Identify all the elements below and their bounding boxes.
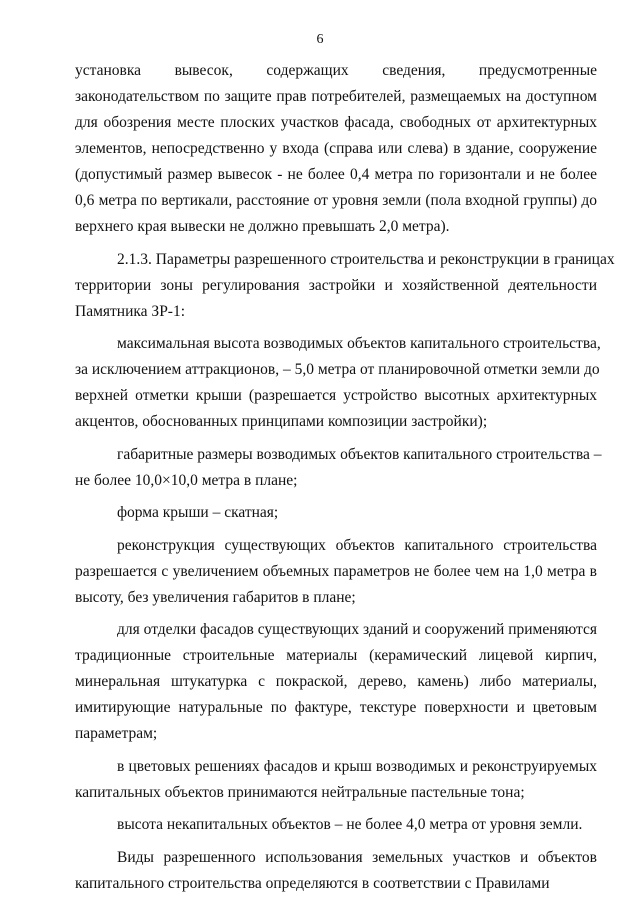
text-line: Памятника ЗР-1:: [75, 302, 186, 320]
text-line: имитирующие натуральные по фактуре, текстуре поверхности и цветовым: [75, 699, 597, 716]
text-line: для обозрения месте плоских участков фасада, свободных от архитектурных: [75, 114, 597, 131]
text-line: (допустимый размер вывесок - не более 0,4 метра по горизонтали и не более: [75, 166, 597, 183]
text-line: разрешается с увеличением объемных параметров не более чем на 1,0 метра в: [75, 562, 597, 580]
paragraph: [75, 331, 601, 435]
text-line: законодательством по защите прав потребителей, размещаемых на доступном: [75, 88, 597, 105]
text-line: 2.1.3. Параметры разрешенного строительства и реконструкции в границах: [117, 250, 615, 268]
text-line: капитальных объектов принимаются нейтральные пастельные тона;: [75, 783, 525, 801]
paragraph: [75, 812, 597, 838]
page-number: 6: [316, 32, 324, 47]
text-line: верхнего края вывески не должно превышать 2,0 метра).: [75, 218, 450, 235]
paragraph: [75, 617, 597, 747]
text-line: установка вывесок, содержащих сведения, предусмотренные: [75, 62, 597, 79]
paragraph: [75, 58, 597, 240]
text-line: не более 10,0×10,0 метра в плане;: [75, 471, 298, 489]
paragraph: [75, 500, 597, 526]
text-line: минеральная штукатурка с покраской, дерево, камень) либо материалы,: [75, 673, 597, 690]
text-line: территории зоны регулирования застройки и хозяйственной деятельности: [75, 276, 597, 294]
text-line: реконструкция существующих объектов капитального строительства: [117, 536, 597, 554]
text-line: акцентов, обоснованных принципами композиции застройки);: [75, 413, 488, 430]
text-line: высоту, без увеличения габаритов в плане;: [75, 588, 356, 606]
text-line: верхней отметки крыши (разрешается устройство высотных архитектурных: [75, 387, 597, 404]
paragraph: [75, 442, 602, 494]
paragraph: [75, 247, 615, 325]
paragraph: [75, 533, 597, 611]
text-line: максимальная высота возводимых объектов капитального строительства,: [117, 335, 601, 352]
text-line: капитального строительства определяются в соответствии с Правилами: [75, 874, 550, 892]
text-line: форма крыши – скатная;: [117, 504, 279, 521]
paragraph: [75, 754, 597, 806]
text-line: высота некапитальных объектов – не более 4,0 метра от уровня земли.: [117, 816, 583, 833]
text-line: габаритные размеры возводимых объектов капитального строительства –: [117, 445, 602, 463]
text-line: Виды разрешенного использования земельных участков и объектов: [117, 848, 597, 866]
paragraph: [75, 845, 597, 897]
text-line: для отделки фасадов существующих зданий и сооружений применяются: [117, 621, 597, 638]
text-line: в цветовых решениях фасадов и крыш возводимых и реконструируемых: [117, 757, 597, 775]
text-line: элементов, непосредственно у входа (справа или слева) в здание, сооружение: [75, 140, 597, 157]
text-line: за исключением аттракционов, – 5,0 метра от планировочной отметки земли до: [75, 361, 600, 378]
document-body: [75, 58, 615, 903]
text-line: параметрам;: [75, 725, 158, 742]
text-line: традиционные строительные материалы (керамический лицевой кирпич,: [75, 647, 597, 664]
text-line: 0,6 метра по вертикали, расстояние от уровня земли (пола входной группы) до: [75, 192, 597, 209]
